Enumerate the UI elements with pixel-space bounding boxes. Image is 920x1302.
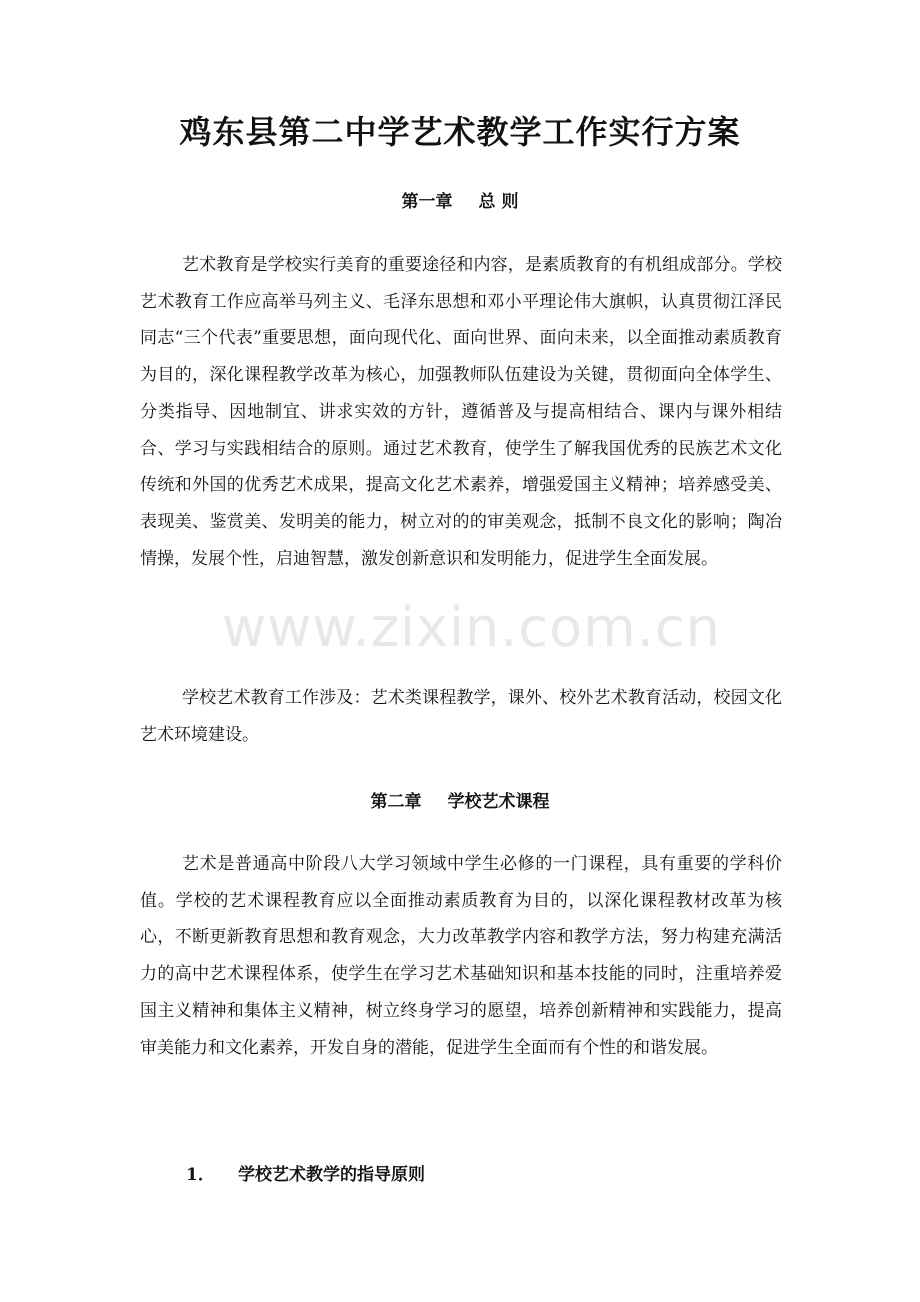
section-1-heading <box>186 1161 425 1189</box>
chapter-1-name: 总 则 <box>478 192 519 212</box>
chapter-2-number: 第二章 <box>370 792 422 812</box>
document-title: 鸡东县第二中学艺术教学工作实行方案 <box>179 113 741 151</box>
section-1-title: 学校艺术教学的指导原则 <box>238 1165 425 1185</box>
chapter-2-heading <box>0 789 920 815</box>
chapter-2-name: 学校艺术课程 <box>447 792 550 812</box>
watermark: www.zixin.com.cn <box>222 596 721 659</box>
section-1-number: 1． <box>186 1165 215 1185</box>
chapter-1-paragraph-2: 学校艺术教育工作涉及：艺术类课程教学，课外、校外艺术教育活动，校园文化艺术环境建设。 <box>140 688 782 745</box>
chapter-1-heading <box>0 189 920 215</box>
chapter-2-paragraph-1: 艺术是普通高中阶段八大学习领域中学生必修的一门课程，具有重要的学科价值。学校的艺术课程教育应以全面推动素质教育为目的，以深化课程教材改革为核心，不断更新教育思想和教育观念，大力改革教学内容和教学方法，努力构建充满活力的高中艺术课程体系，使学生在学习艺术基础知识和基本技能的同时，注重培养爱国主义精神和集体主义精神，树立终身学习的愿望，培养创新精神和实践能力，提高审美能力和文化素养，开发自身的潜能，促进学生全面而有个性的和谐发展。 <box>140 854 782 1058</box>
chapter-1-number: 第一章 <box>401 192 453 212</box>
chapter-1-paragraph-1: 艺术教育是学校实行美育的重要途径和内容，是素质教育的有机组成部分。学校艺术教育工作应高举马列主义、毛泽东思想和邓小平理论伟大旗帜，认真贯彻江泽民同志“三个代表”重要思想，面向现代化、面向世界、面向未来，以全面推动素质教育为目的，深化课程教学改革为核心，加强教师队伍建设为关键，贯彻面向全体学生、分类指导、因地制宜、讲求实效的方针，遵循普及与提高相结合、课内与课外相结合、学习与实践相结合的原则。通过艺术教育，使学生了解我国优秀的民族艺术文化传统和外国的优秀艺术成果，提高文化艺术素养，增强爱国主义精神；培养感受美、表现美、鉴赏美、发明美的能力，树立对的的审美观念，抵制不良文化的影响；陶冶情操，发展个性，启迪智慧，激发创新意识和发明能力，促进学生全面发展。 <box>140 255 782 569</box>
